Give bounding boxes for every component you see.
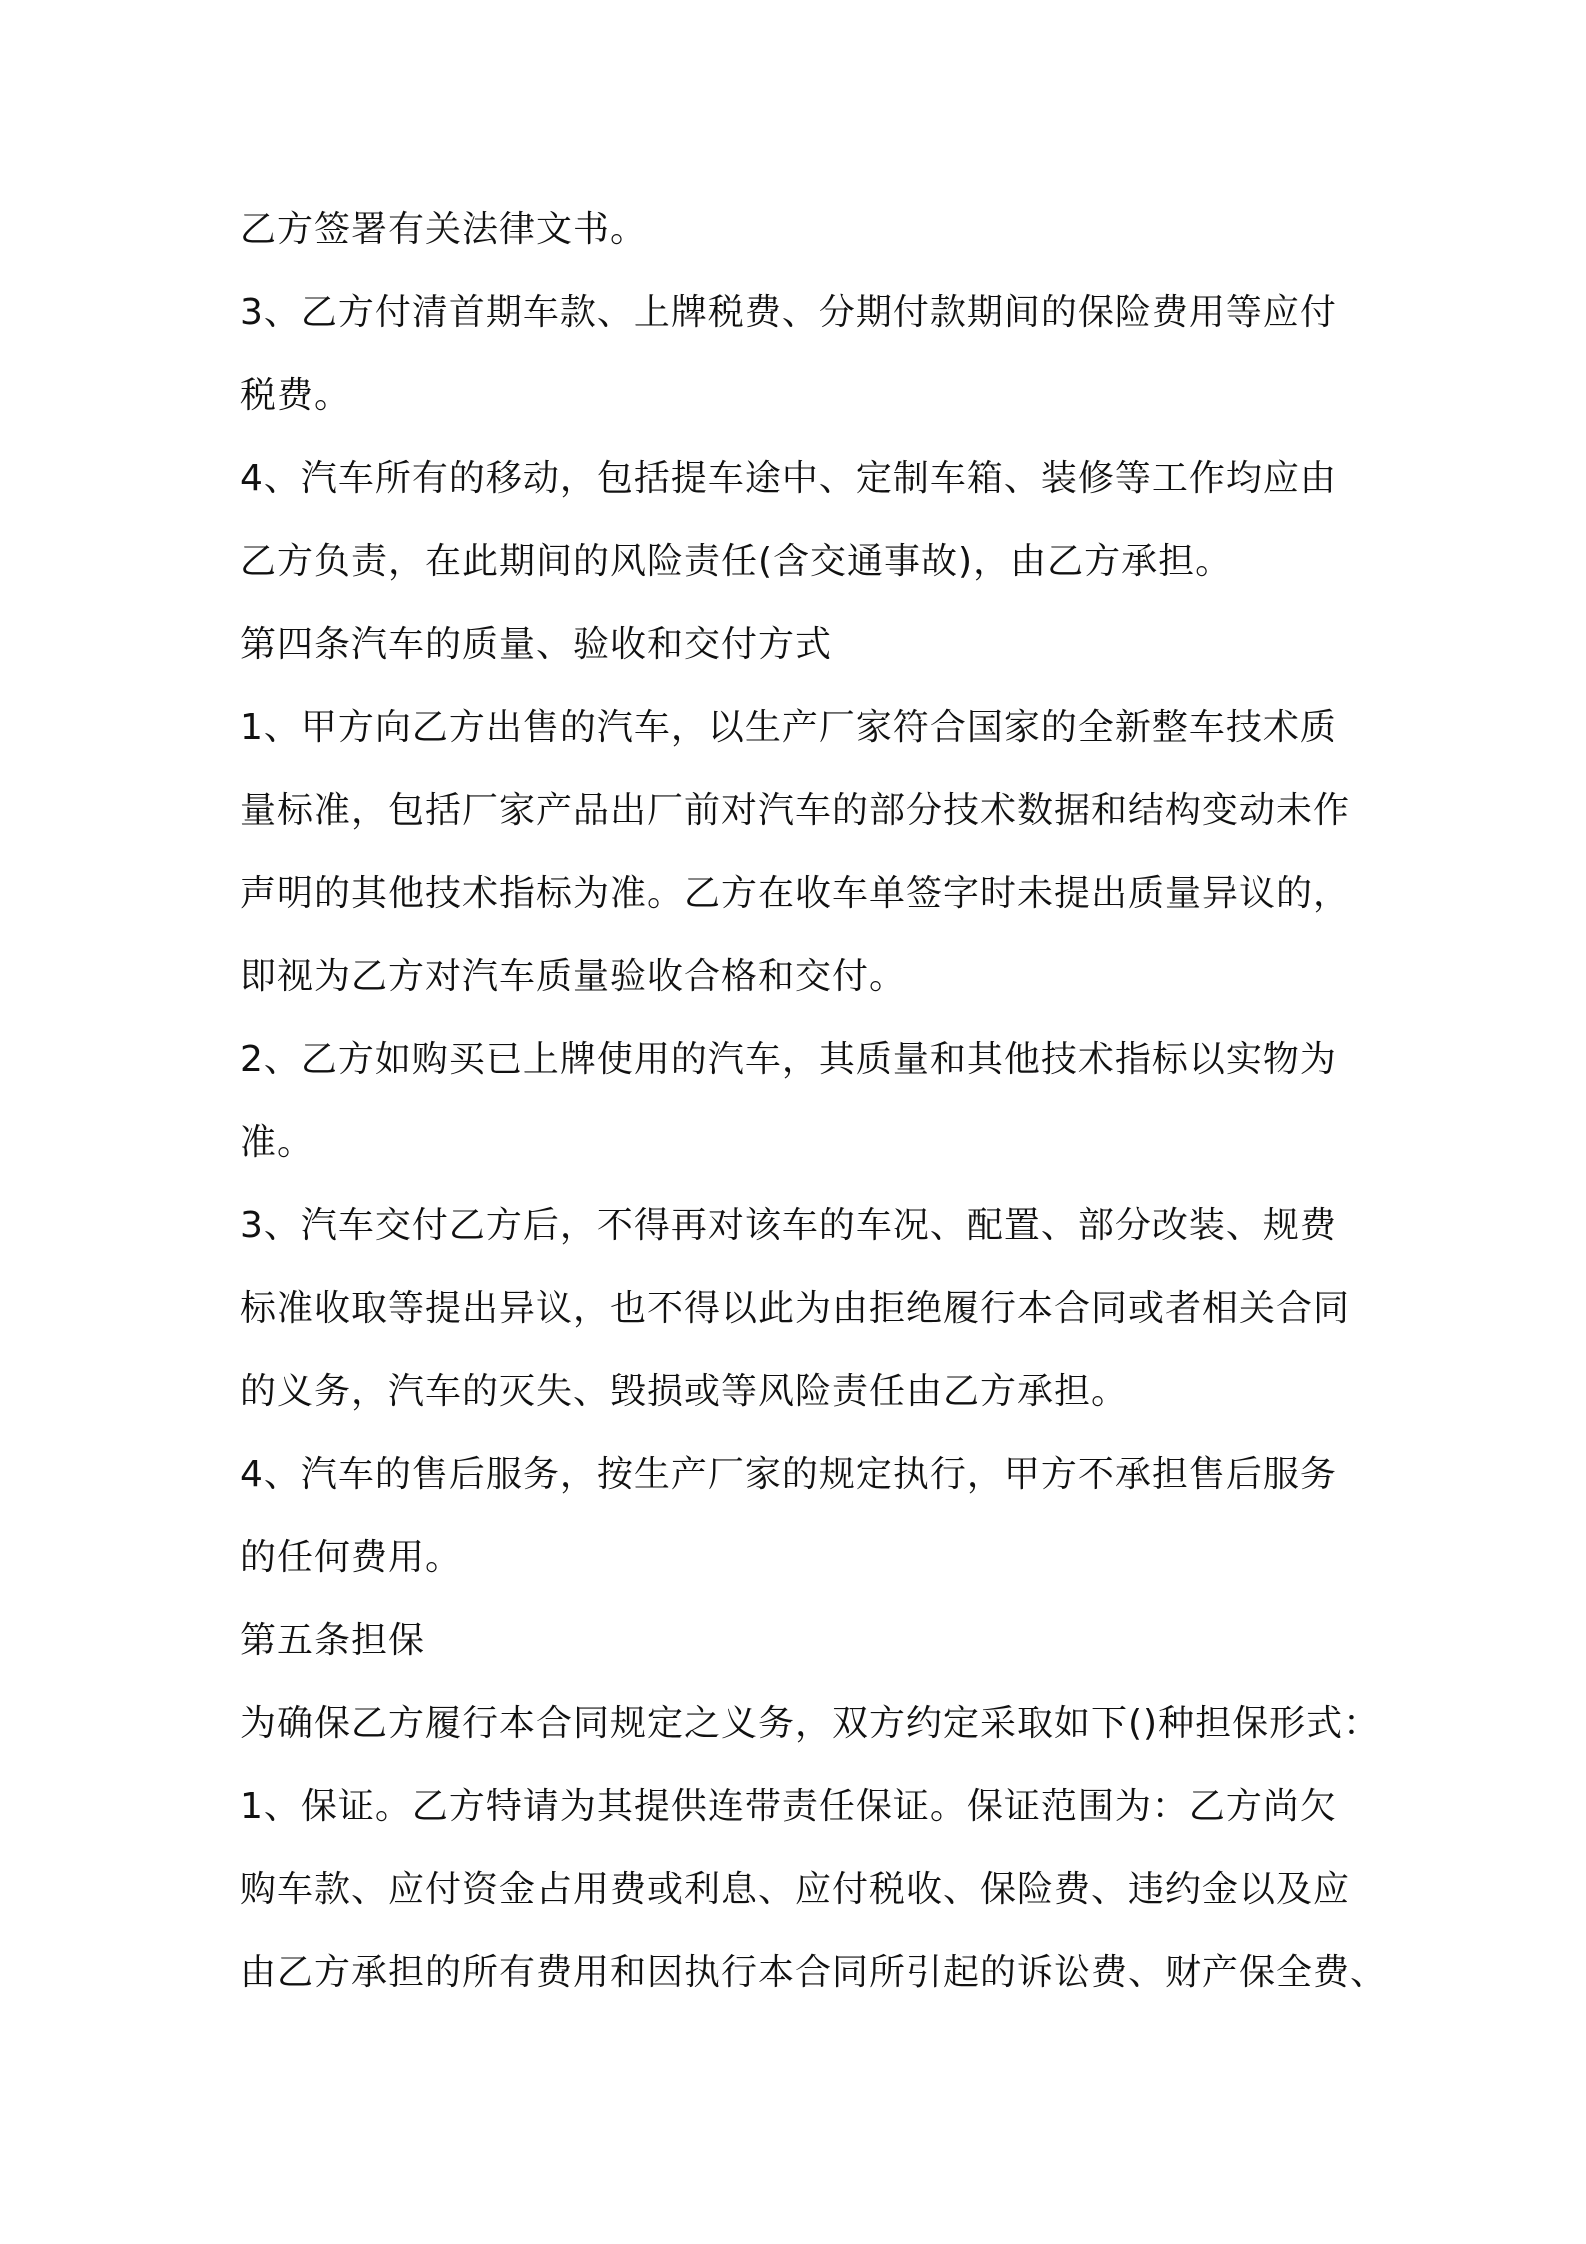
text-line: 4、汽车所有的移动，包括提车途中、定制车箱、装修等工作均应由 [240,458,1337,499]
document-body [240,188,1388,2014]
text-line: 由乙方承担的所有费用和因执行本合同所引起的诉讼费、财产保全费、 [240,1952,1388,1993]
text-line: 乙方负责，在此期间的风险责任(含交通事故)，由乙方承担。 [240,541,1233,582]
text-line: 税费。 [240,375,352,416]
text-line: 3、乙方付清首期车款、上牌税费、分期付款期间的保险费用等应付 [240,292,1337,333]
text-line: 声明的其他技术指标为准。乙方在收车单签字时未提出质量异议的， [240,873,1351,914]
text-line: 1、保证。乙方特请为其提供连带责任保证。保证范围为：乙方尚欠 [240,1786,1337,1827]
text-line: 1、甲方向乙方出售的汽车，以生产厂家符合国家的全新整车技术质 [240,707,1337,748]
text-line: 为确保乙方履行本合同规定之义务，双方约定采取如下()种担保形式： [240,1703,1381,1744]
text-line: 标准收取等提出异议，也不得以此为由拒绝履行本合同或者相关合同 [240,1288,1351,1329]
text-line: 4、汽车的售后服务，按生产厂家的规定执行，甲方不承担售后服务 [240,1454,1337,1495]
text-line: 乙方签署有关法律文书。 [240,209,648,250]
text-line: 购车款、应付资金占用费或利息、应付税收、保险费、违约金以及应 [240,1869,1351,1910]
text-line: 的任何费用。 [240,1537,463,1578]
text-line: 准。 [240,1122,315,1163]
text-line: 量标准，包括厂家产品出厂前对汽车的部分技术数据和结构变动未作 [240,790,1351,831]
text-line: 2、乙方如购买已上牌使用的汽车，其质量和其他技术指标以实物为 [240,1039,1337,1080]
text-line: 的义务，汽车的灭失、毁损或等风险责任由乙方承担。 [240,1371,1129,1412]
text-line: 即视为乙方对汽车质量验收合格和交付。 [240,956,907,997]
section-heading: 第五条担保 [240,1620,426,1661]
section-heading: 第四条汽车的质量、验收和交付方式 [240,624,833,665]
text-line: 3、汽车交付乙方后，不得再对该车的车况、配置、部分改装、规费 [240,1205,1337,1246]
